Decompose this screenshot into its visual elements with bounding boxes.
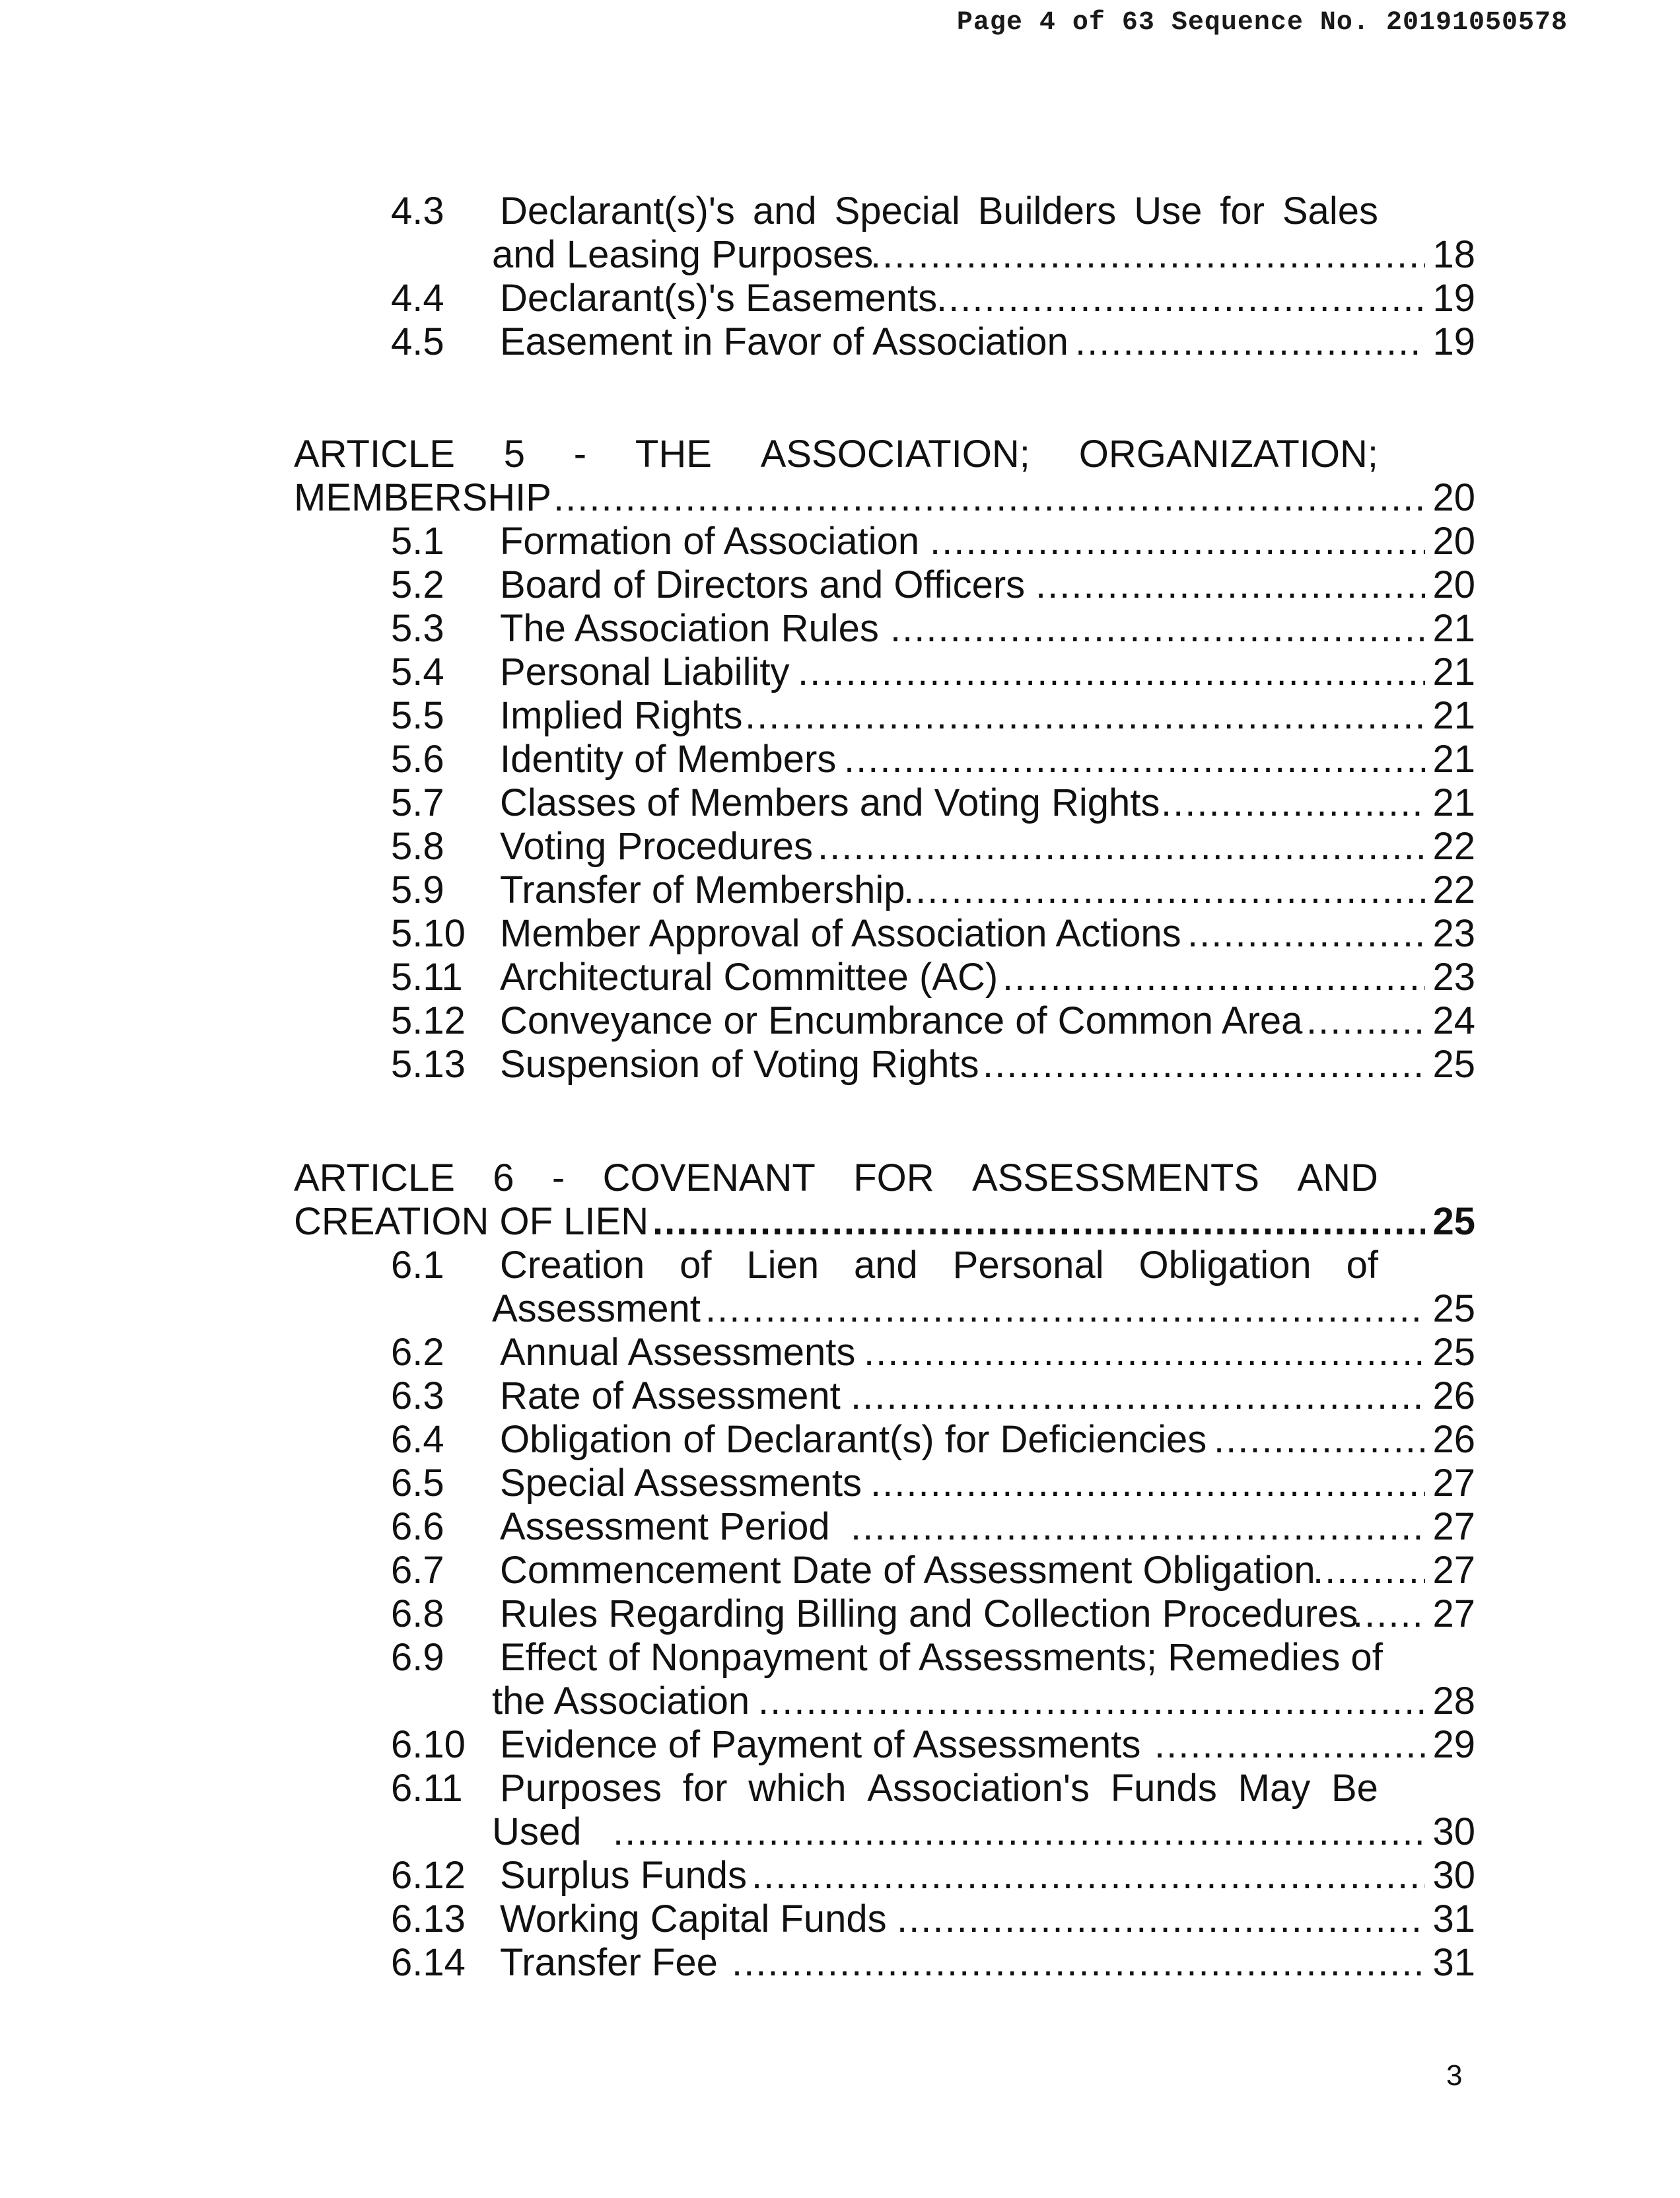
toc-entry-5-12	[0, 999, 1680, 1043]
toc-entry-number: 5.11	[391, 956, 463, 999]
toc-entry-number: 6.8	[391, 1592, 444, 1635]
toc-entry-page: 24	[1432, 999, 1475, 1042]
toc-entry-4-4	[0, 277, 1680, 320]
toc-entry-title-line	[500, 1244, 1378, 1287]
dot-leader	[870, 233, 1425, 277]
toc-entry-6-9-cont	[0, 1680, 1680, 1723]
word: Funds	[1110, 1767, 1217, 1810]
toc-entry-6-9	[0, 1636, 1680, 1680]
dot-leader	[864, 1331, 1425, 1374]
toc-entry-title: Effect of Nonpayment of Assessments; Remedies of	[500, 1636, 1383, 1679]
toc-entry-4-5	[0, 320, 1680, 364]
toc-entry-page: 19	[1432, 320, 1475, 363]
toc-entry-number: 6.12	[391, 1854, 466, 1897]
toc-entry-6-1-cont	[0, 1287, 1680, 1331]
toc-entry-5-6	[0, 738, 1680, 781]
word: Declarant(s)'s	[500, 190, 735, 232]
toc-entry-6-3	[0, 1374, 1680, 1418]
toc-entry-page: 25	[1432, 1287, 1475, 1330]
toc-entry-title: Architectural Committee (AC)	[500, 956, 998, 999]
article-title-line	[294, 1156, 1378, 1200]
toc-entry-page: 31	[1432, 1897, 1475, 1940]
article-title-cont: CREATION OF LIEN	[294, 1200, 649, 1243]
dot-leader	[1154, 1723, 1425, 1767]
toc-entry-6-8	[0, 1592, 1680, 1636]
toc-entry-page: 18	[1432, 233, 1475, 276]
toc-entry-number: 6.7	[391, 1549, 444, 1592]
toc-entry-title: Transfer Fee	[500, 1941, 718, 1984]
dot-leader	[890, 607, 1425, 651]
toc-entry-title: Obligation of Declarant(s) for Deficiencies	[500, 1418, 1207, 1461]
toc-entry-title-cont: Assessment	[492, 1287, 701, 1330]
article-title-cont: MEMBERSHIP	[294, 476, 551, 519]
toc-entry-title: Declarant(s)'s Easements	[500, 277, 938, 320]
toc-entry-6-4	[0, 1418, 1680, 1462]
dot-leader	[798, 651, 1425, 694]
word: Use	[1134, 190, 1203, 232]
word: for	[682, 1767, 728, 1810]
toc-entry-title: Surplus Funds	[500, 1854, 747, 1897]
dot-leader	[1214, 1418, 1425, 1462]
dot-leader	[903, 869, 1425, 912]
toc-entry-title: Formation of Association	[500, 520, 920, 563]
dot-leader	[553, 476, 1425, 520]
word: and	[752, 190, 817, 232]
toc-entry-5-11	[0, 956, 1680, 999]
toc-entry-5-1	[0, 520, 1680, 563]
word: Sales	[1282, 190, 1378, 232]
toc-entry-5-4	[0, 651, 1680, 694]
dot-leader	[1075, 320, 1425, 364]
toc-entry-title: Voting Procedures	[500, 825, 813, 868]
word: Builders	[977, 190, 1117, 232]
dot-leader	[752, 1854, 1425, 1897]
toc-entry-number: 5.12	[391, 999, 466, 1042]
toc-entry-5-8	[0, 825, 1680, 869]
article-5-heading	[0, 433, 1680, 476]
toc-entry-number: 6.9	[391, 1636, 444, 1679]
word: and	[853, 1244, 918, 1287]
toc-entry-page: 27	[1432, 1592, 1475, 1635]
toc-entry-title: Evidence of Payment of Assessments	[500, 1723, 1141, 1766]
toc-entry-page: 27	[1432, 1549, 1475, 1592]
toc-entry-6-10	[0, 1723, 1680, 1767]
word: which	[748, 1767, 847, 1810]
toc-entry-number: 6.2	[391, 1331, 444, 1374]
word: Association's	[867, 1767, 1090, 1810]
toc-entry-page: 25	[1432, 1331, 1475, 1374]
toc-entry-number: 6.4	[391, 1418, 444, 1461]
toc-entry-number: 5.4	[391, 651, 444, 693]
dot-leader	[613, 1810, 1425, 1854]
page-header: Page 4 of 63 Sequence No. 20191050578	[956, 8, 1568, 38]
dot-leader	[870, 1462, 1425, 1505]
toc-entry-title: Easement in Favor of Association	[500, 320, 1068, 363]
dot-leader	[851, 1374, 1425, 1418]
toc-entry-number: 5.2	[391, 563, 444, 606]
word: of	[680, 1244, 712, 1287]
toc-entry-number: 5.10	[391, 912, 466, 955]
dot-leader	[844, 738, 1425, 781]
article-page: 20	[1432, 476, 1475, 519]
article-page: 25	[1432, 1200, 1475, 1243]
toc-entry-number: 4.5	[391, 320, 444, 363]
toc-entry-page: 21	[1432, 781, 1475, 824]
toc-entry-6-7	[0, 1549, 1680, 1592]
toc-entry-5-9	[0, 869, 1680, 912]
article-6-heading-cont	[0, 1200, 1680, 1244]
toc-entry-4-3	[0, 190, 1680, 233]
toc-entry-6-13	[0, 1897, 1680, 1941]
word: Creation	[500, 1244, 645, 1287]
toc-entry-title-cont: and Leasing Purposes	[492, 233, 874, 276]
toc-entry-title-cont: the Association	[492, 1680, 750, 1722]
toc-entry-page: 19	[1432, 277, 1475, 320]
toc-entry-page: 21	[1432, 651, 1475, 693]
toc-entry-page: 31	[1432, 1941, 1475, 1984]
toc-entry-number: 6.11	[391, 1767, 463, 1810]
word: -	[573, 433, 587, 476]
toc-entry-number: 5.5	[391, 694, 444, 737]
footer-page-number: 3	[1446, 2059, 1463, 2092]
toc-entry-6-12	[0, 1854, 1680, 1897]
dot-leader	[936, 277, 1425, 320]
article-title-line	[294, 433, 1378, 476]
dot-leader	[1161, 781, 1425, 825]
toc-entry-title: The Association Rules	[500, 607, 879, 650]
toc-entry-number: 5.9	[391, 869, 444, 911]
toc-entry-title: Special Assessments	[500, 1462, 862, 1505]
toc-entry-page: 21	[1432, 694, 1475, 737]
dot-leader	[897, 1897, 1425, 1941]
toc-entry-5-3	[0, 607, 1680, 651]
dot-leader	[732, 1941, 1425, 1985]
word: Obligation	[1138, 1244, 1312, 1287]
word: for	[1220, 190, 1265, 232]
toc-entry-5-7	[0, 781, 1680, 825]
word: -	[551, 1156, 565, 1199]
word: Purposes	[500, 1767, 662, 1810]
toc-entry-page: 27	[1432, 1505, 1475, 1548]
toc-entry-title: Transfer of Membership	[500, 869, 905, 911]
word: THE	[635, 433, 712, 476]
word: Be	[1331, 1767, 1378, 1810]
toc-entry-title: Assessment Period	[500, 1505, 830, 1548]
toc-entry-page: 25	[1432, 1043, 1475, 1086]
word: ORGANIZATION;	[1078, 433, 1378, 476]
toc-entry-number: 5.13	[391, 1043, 466, 1086]
word: FOR	[853, 1156, 934, 1199]
dot-leader	[1352, 1592, 1425, 1636]
toc-entry-6-11-cont	[0, 1810, 1680, 1854]
toc-entry-page: 29	[1432, 1723, 1475, 1766]
toc-entry-page: 26	[1432, 1418, 1475, 1461]
dot-leader	[745, 694, 1425, 738]
word: Personal	[952, 1244, 1104, 1287]
toc-entry-6-1	[0, 1244, 1680, 1287]
dot-leader	[705, 1287, 1425, 1331]
toc-entry-5-13	[0, 1043, 1680, 1086]
toc-entry-5-2	[0, 563, 1680, 607]
word: Lien	[746, 1244, 820, 1287]
toc-entry-title-line	[500, 190, 1378, 233]
toc-entry-page: 27	[1432, 1462, 1475, 1505]
toc-entry-page: 21	[1432, 607, 1475, 650]
toc-entry-4-3-cont	[0, 233, 1680, 277]
dot-leader	[1313, 1549, 1425, 1592]
word: AND	[1297, 1156, 1378, 1199]
toc-entry-number: 4.4	[391, 277, 444, 320]
dot-leader	[652, 1200, 1425, 1244]
dot-leader	[758, 1680, 1425, 1723]
toc-entry-title: Personal Liability	[500, 651, 790, 693]
word: of	[1346, 1244, 1378, 1287]
toc-entry-6-11	[0, 1767, 1680, 1810]
toc-entry-page: 30	[1432, 1854, 1475, 1897]
toc-entry-number: 6.6	[391, 1505, 444, 1548]
toc-entry-number: 6.14	[391, 1941, 466, 1984]
toc-entry-number: 5.8	[391, 825, 444, 868]
toc-entry-number: 5.7	[391, 781, 444, 824]
toc-entry-title: Classes of Members and Voting Rights	[500, 781, 1160, 824]
toc-entry-title: Identity of Members	[500, 738, 837, 781]
toc-entry-number: 5.1	[391, 520, 444, 563]
article-6-heading	[0, 1156, 1680, 1200]
toc-entry-page: 20	[1432, 563, 1475, 606]
toc-entry-title-cont: Used	[492, 1810, 582, 1853]
toc-entry-title: Commencement Date of Assessment Obligation	[500, 1549, 1315, 1592]
toc-entry-number: 5.3	[391, 607, 444, 650]
toc-entry-title: Member Approval of Association Actions	[500, 912, 1181, 955]
toc-entry-title: Annual Assessments	[500, 1331, 856, 1374]
toc-entry-5-10	[0, 912, 1680, 956]
toc-entry-6-5	[0, 1462, 1680, 1505]
toc-entry-number: 4.3	[391, 190, 444, 232]
toc-entry-title: Rules Regarding Billing and Collection Procedures	[500, 1592, 1358, 1635]
toc-entry-page: 30	[1432, 1810, 1475, 1853]
toc-entry-page: 22	[1432, 869, 1475, 911]
word: 6	[493, 1156, 514, 1199]
dot-leader	[1306, 999, 1425, 1043]
toc-entry-6-2	[0, 1331, 1680, 1374]
toc-entry-title: Conveyance or Encumbrance of Common Area	[500, 999, 1303, 1042]
word: ARTICLE	[294, 433, 455, 476]
toc-entry-title: Implied Rights	[500, 694, 743, 737]
toc-entry-number: 6.10	[391, 1723, 466, 1766]
word: COVENANT	[602, 1156, 816, 1199]
toc-entry-page: 23	[1432, 956, 1475, 999]
toc-entry-title-line	[500, 1767, 1378, 1810]
word: ASSESSMENTS	[972, 1156, 1260, 1199]
toc-entry-number: 6.3	[391, 1374, 444, 1417]
word: Special	[834, 190, 960, 232]
dot-leader	[983, 1043, 1425, 1086]
toc-entry-page: 23	[1432, 912, 1475, 955]
dot-leader	[851, 1505, 1425, 1549]
toc-entry-title: Suspension of Voting Rights	[500, 1043, 979, 1086]
word: ARTICLE	[294, 1156, 455, 1199]
toc-entry-number: 6.13	[391, 1897, 466, 1940]
word: May	[1238, 1767, 1311, 1810]
toc-entry-number: 6.1	[391, 1244, 444, 1287]
toc-entry-page: 28	[1432, 1680, 1475, 1722]
dot-leader	[930, 520, 1425, 563]
toc-entry-number: 5.6	[391, 738, 444, 781]
toc-entry-title: Rate of Assessment	[500, 1374, 841, 1417]
word: ASSOCIATION;	[760, 433, 1030, 476]
toc-entry-5-5	[0, 694, 1680, 738]
toc-entry-page: 26	[1432, 1374, 1475, 1417]
toc-entry-page: 21	[1432, 738, 1475, 781]
dot-leader	[818, 825, 1425, 869]
toc-entry-page: 22	[1432, 825, 1475, 868]
toc-entry-number: 6.5	[391, 1462, 444, 1505]
word: 5	[503, 433, 525, 476]
toc-entry-6-6	[0, 1505, 1680, 1549]
toc-entry-title: Working Capital Funds	[500, 1897, 887, 1940]
toc-entry-6-14	[0, 1941, 1680, 1985]
toc-entry-page: 20	[1432, 520, 1475, 563]
dot-leader	[1187, 912, 1425, 956]
article-5-heading-cont	[0, 476, 1680, 520]
dot-leader	[1035, 563, 1425, 607]
toc-entry-title: Board of Directors and Officers	[500, 563, 1026, 606]
dot-leader	[1002, 956, 1425, 999]
